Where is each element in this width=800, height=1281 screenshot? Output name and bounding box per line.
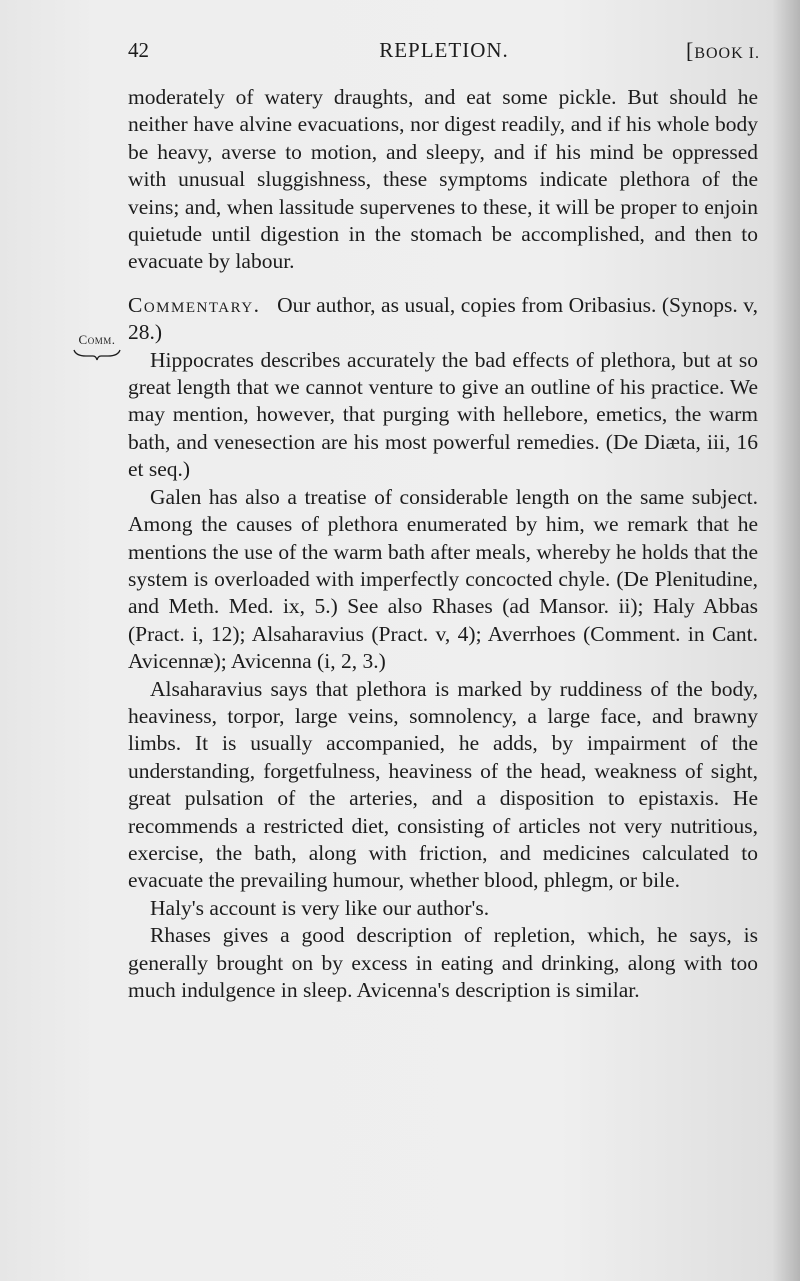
binding-shadow: [772, 0, 800, 1281]
paragraph-continuation: moderately of watery draughts, and eat some pickle. But should he neither have alvine evacuations, nor digest readily, and if his whole body be heavy, averse to motion, and sleepy, and if his mind be oppressed with unusual sluggishness, these symptoms indicate plethora of the veins; and, when lassitude supervenes to these, it will be proper to enjoin quietude until digestion in the stomach be accomplished, and then to evacuate by labour.: [128, 85, 758, 274]
page-number: 42: [128, 38, 149, 62]
commentary-paragraph: [128, 292, 758, 347]
commentary-text: Our author, as usual, copies from Oribasius. (Synops. v, 28.): [128, 292, 758, 345]
margin-note-comm: [70, 332, 124, 362]
commentary-label: Commentary.: [128, 292, 261, 317]
paragraph-galen: Galen has also a treatise of considerable length on the same subject. Among the causes of plethora enumerated by him, we remark that he mentions the use of the warm bath after meals, whereby he holds that the system is overloaded with imperfectly concocted chyle. (De Plenitudine, and Meth. Med. ix, 5.) See also Rhases (ad Mansor. ii); Haly Abbas (Pract. i, 12); Alsaharavius (Pract. v, 4); Averrhoes (Comment. in Cant. Avicennæ); Avicenna (i, 2, 3.): [128, 484, 758, 674]
running-title: REPLETION.: [379, 38, 509, 62]
paragraph-rhases: Rhases gives a good description of repletion, which, he says, is generally brought on by excess in eating and drinking, along with too much indulgence in sleep. Avicenna's description is similar.: [128, 923, 758, 1002]
body-text: [128, 84, 758, 1004]
paragraph-alsaharavius: Alsaharavius says that plethora is marked by ruddiness of the body, heaviness, torpor, large veins, somnolency, a large face, and brawny limbs. It is usually accompanied, he adds, by impairment of the understanding, forgetfulness, heaviness of the head, weakness of sight, great pulsation of the arteries, and a disposition to epistaxis. He recommends a restricted diet, consisting of articles not very nutritious, exercise, the bath, along with friction, and medicines calculated to evacuate the prevailing humour, whether blood, phlegm, or bile.: [128, 676, 758, 893]
paragraph-haly: Haly's account is very like our author's.: [150, 895, 490, 920]
paragraph-hippocrates: Hippocrates describes accurately the bad effects of plethora, but at so great length that we cannot venture to give an outline of his practice. We may mention, however, that purging with hellebore, emetics, the warm bath, and venesection are his most powerful remedies. (De Diæta, iii, 16 et seq.): [128, 347, 758, 482]
book-label: [BOOK I.: [686, 38, 760, 63]
brace-icon: [72, 348, 122, 362]
running-header: [128, 38, 760, 68]
margin-note-label: Comm.: [78, 332, 116, 347]
